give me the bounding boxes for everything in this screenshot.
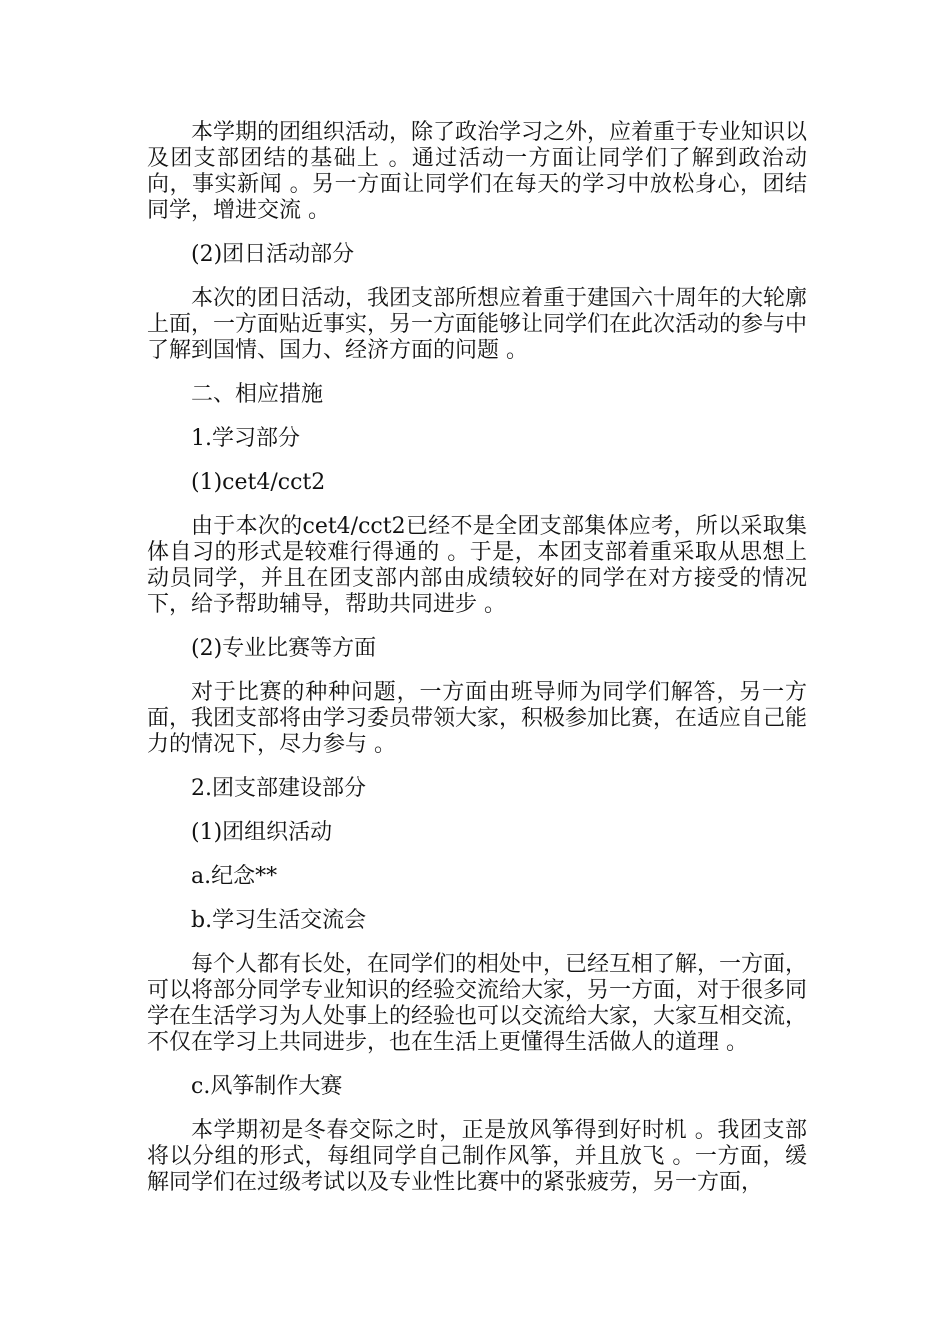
paragraph-cet4: 由于本次的cet4/cct2已经不是全团支部集体应考，所以采取集体自习的形式是较难行得通的 。于是，本团支部着重采取从思想上动员同学，并且在团支部内部由成绩较好的同学在对方接受的情况下，给予帮助辅导，帮助共同进步 。	[147, 514, 807, 617]
paragraph-kite-contest: 本学期初是冬春交际之时，正是放风筝得到好时机 。我团支部将以分组的形式，每组同学自己制作风筝，并且放飞 。一方面，缓解同学们在过级考试以及专业性比赛中的紧张疲劳，另一方面，	[147, 1118, 807, 1195]
heading-item-b: b.学习生活交流会	[191, 908, 367, 933]
heading-measures: 二、相应措施	[191, 382, 324, 407]
heading-organization-activities: (1)团组织活动	[191, 820, 333, 845]
paragraph-competitions: 对于比赛的种种问题，一方面由班导师为同学们解答，另一方面，我团支部将由学习委员带领大家，积极参加比赛，在适应自己能力的情况下，尽力参与 。	[147, 680, 808, 757]
document-body	[147, 120, 807, 1214]
heading-competitions: (2)专业比赛等方面	[191, 636, 377, 661]
heading-study-section: 1.学习部分	[191, 426, 300, 451]
heading-item-c: c.风筝制作大赛	[191, 1074, 343, 1099]
heading-branch-building: 2.团支部建设部分	[191, 776, 366, 801]
heading-item-a: a.纪念**	[191, 864, 278, 889]
paragraph-team-day: 本次的团日活动，我团支部所想应着重于建国六十周年的大轮廓上面，一方面贴近事实，另一方面能够让同学们在此次活动的参与中了解到国情、国力、经济方面的问题 。	[147, 286, 808, 363]
heading-team-day: (2)团日活动部分	[191, 242, 355, 267]
paragraph-exchange-meeting: 每个人都有长处，在同学们的相处中，已经互相了解，一方面，可以将部分同学专业知识的经验交流给大家，另一方面，对于很多同学在生活学习为人处事上的经验也可以交流给大家，大家互相交流，不仅在学习上共同进步，也在生活上更懂得生活做人的道理 。	[147, 952, 808, 1055]
heading-cet4: (1)cet4/cct2	[191, 470, 326, 495]
paragraph-activities-intro: 本学期的团组织活动，除了政治学习之外，应着重于专业知识以及团支部团结的基础上 。通过活动一方面让同学们了解到政治动向，事实新闻 。另一方面让同学们在每天的学习中放松身心，团结同学，增进交流 。	[147, 120, 808, 223]
